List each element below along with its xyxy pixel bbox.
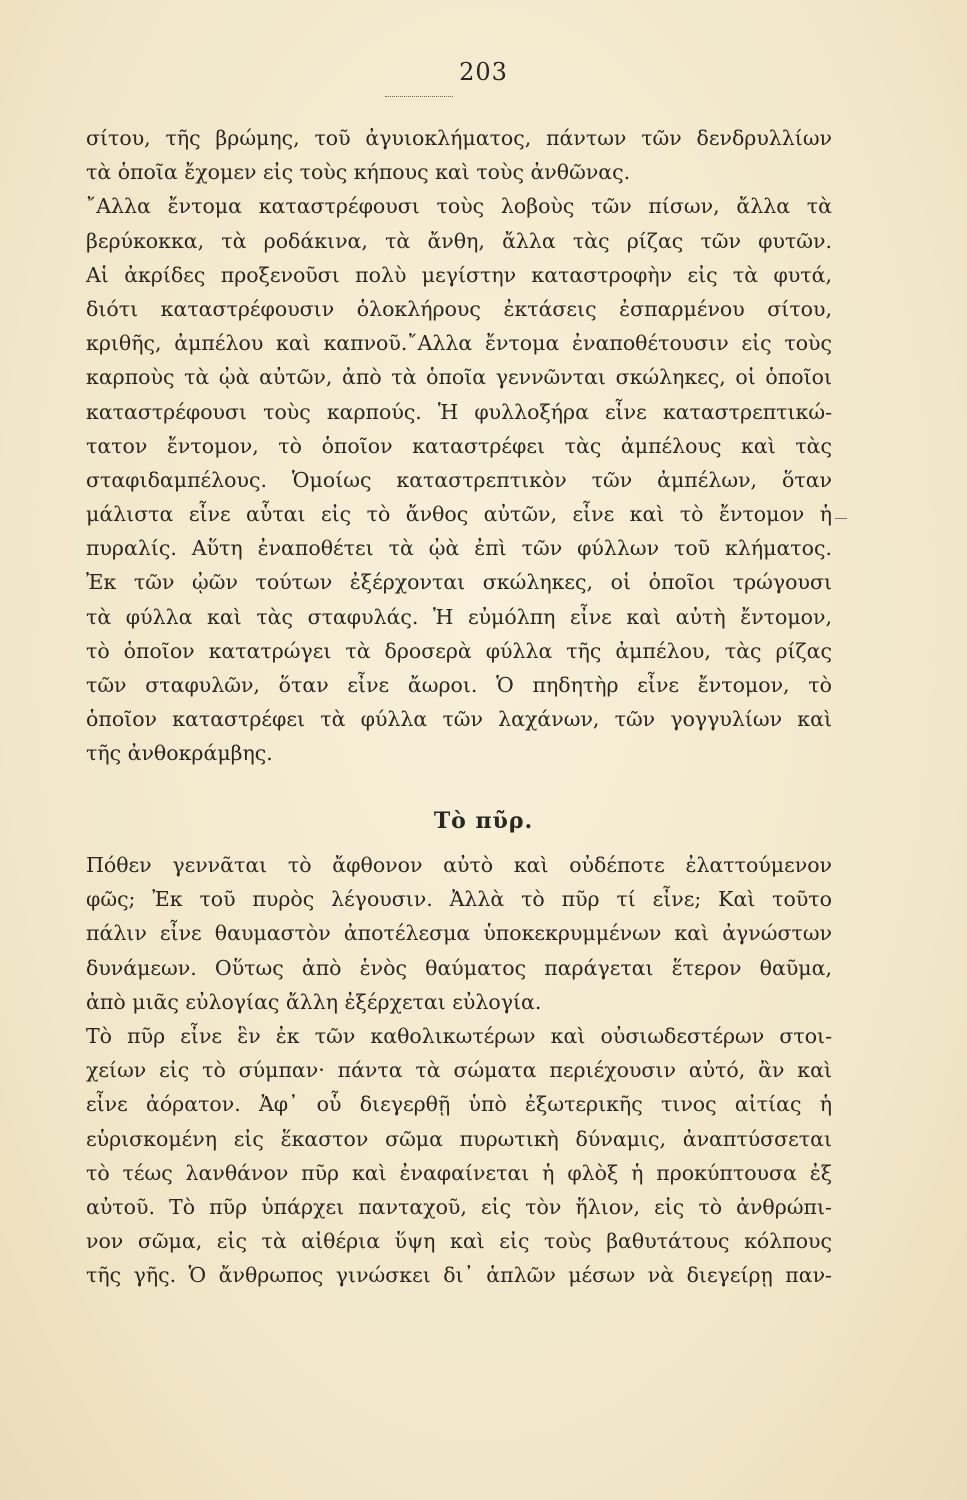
text-line: τῆς γῆς. Ὁ ἄνθρωπος γινώσκει δι᾽ ἁπλῶν μέσων νὰ διεγείρῃ παν-	[86, 1263, 832, 1288]
text-line: σίτου, τῆς βρώμης, τοῦ ἀγυιοκλήματος, πάντων τῶν δενδρυλλίων	[86, 126, 832, 150]
text-line: καταστρέφουσι τοὺς καρπούς. Ἡ φυλλοξήρα εἶνε καταστρεπτικώ-	[86, 399, 832, 424]
margin-mark	[835, 518, 847, 519]
paragraph-insects	[86, 121, 832, 771]
text-line: ῎Αλλα ἔντομα καταστρέφουσι τοὺς λοβοὺς τῶν πίσων, ἄλλα τὰ	[86, 194, 832, 219]
text-line: τῆς ἀνθοκράμβης.	[86, 741, 273, 766]
page-number: 203	[459, 58, 508, 86]
text-line: τὸ ὁποῖον κατατρώγει τὰ δροσερὰ φύλλα τῆς ἀμπέλου, τὰς ρίζας	[86, 638, 832, 663]
text-line: μάλιστα εἶνε αὗται εἰς τὸ ἄνθος αὐτῶν, εἶνε καὶ τὸ ἔντομον ἡ	[86, 502, 832, 527]
text-line: διότι καταστρέφουσιν ὁλοκλήρους ἐκτάσεις ἐσπαρμένου σίτου,	[86, 296, 832, 321]
section-heading: Τὸ πῦρ.	[433, 808, 534, 834]
text-line: καρποὺς τὰ ᾠὰ αὐτῶν, ἀπὸ τὰ ὁποῖα γεννῶνται σκώληκες, οἱ ὁποῖοι	[86, 365, 832, 390]
text-line: νον σῶμα, εἰς τὰ αἰθέρια ὕψη καὶ εἰς τοὺς βαθυτάτους κόλπους	[86, 1229, 832, 1254]
text-line: Τὸ πῦρ εἶνε ἓν ἐκ τῶν καθολικωτέρων καὶ οὐσιωδεστέρων στοι-	[86, 1023, 832, 1048]
text-line: Πόθεν γεννᾶται τὸ ἄφθονον αὐτὸ καὶ οὐδέποτε ἐλαττούμενον	[86, 853, 832, 877]
text-line: τὸ τέως λανθάνον πῦρ καὶ ἐναφαίνεται ἡ φλὸξ ἡ προκύπτουσα ἐξ	[86, 1160, 832, 1185]
text-line: Αἱ ἀκρίδες προξενοῦσι πολὺ μεγίστην καταστροφὴν εἰς τὰ φυτά,	[86, 262, 832, 287]
paragraph-fire	[86, 848, 832, 1292]
text-line: φῶς; Ἐκ τοῦ πυρὸς λέγουσιν. Ἀλλὰ τὸ πῦρ τί εἶνε; Καὶ τοῦτο	[86, 887, 832, 912]
text-line: πάλιν εἶνε θαυμαστὸν ἀποτέλεσμα ὑποκεκρυμμένων καὶ ἀγνώστων	[86, 921, 832, 946]
text-line: τὰ ὁποῖα ἔχομεν εἰς τοὺς κήπους καὶ τοὺς ἀνθῶνας.	[86, 160, 631, 185]
text-line: βερύκοκκα, τὰ ροδάκινα, τὰ ἄνθη, ἄλλα τὰς ρίζας τῶν φυτῶν.	[86, 228, 832, 253]
text-line: τῶν σταφυλῶν, ὅταν εἶνε ἄωροι. Ὁ πηδητὴρ εἶνε ἔντομον, τὸ	[86, 673, 832, 697]
text-line: σταφιδαμπέλους. Ὁμοίως καταστρεπτικὸν τῶν ἀμπέλων, ὅταν	[86, 467, 832, 492]
text-line: πυραλίς. Αὕτη ἐναποθέτει τὰ ᾠὰ ἐπὶ τῶν φύλλων τοῦ κλήματος.	[86, 536, 832, 561]
text-line: κριθῆς, ἀμπέλου καὶ καπνοῦ.῎Αλλα ἔντομα ἐναποθέτουσιν εἰς τοὺς	[86, 331, 832, 356]
text-line: τατον ἔντομον, τὸ ὁποῖον καταστρέφει τὰς ἀμπέλους καὶ τὰς	[86, 433, 832, 458]
text-line: ἀπὸ μιᾶς εὐλογίας ἄλλη ἐξέρχεται εὐλογία.	[86, 989, 542, 1014]
text-line: αὐτοῦ. Τὸ πῦρ ὑπάρχει πανταχοῦ, εἰς τὸν ἥλιον, εἰς τὸ ἀνθρώπι-	[86, 1194, 832, 1219]
text-line: χείων εἰς τὸ σύμπαν· πάντα τὰ σώματα περιέχουσιν αὐτό, ἂν καὶ	[86, 1058, 832, 1083]
page-number-rule	[385, 96, 453, 97]
text-line: εὑρισκομένη εἰς ἕκαστον σῶμα πυρωτικὴ δύναμις, ἀναπτύσσεται	[86, 1126, 832, 1151]
text-line: τὰ φύλλα καὶ τὰς σταφυλάς. Ἡ εὐμόλπη εἶνε καὶ αὐτὴ ἔντομον,	[86, 604, 832, 629]
text-line: Ἐκ τῶν ᾠῶν τούτων ἐξέρχονται σκώληκες, οἱ ὁποῖοι τρώγουσι	[86, 570, 832, 595]
text-line: εἶνε ἀόρατον. Ἀφ᾽ οὗ διεγερθῇ ὑπὸ ἐξωτερικῆς τινος αἰτίας ἡ	[86, 1092, 832, 1117]
text-line: ὁποῖον καταστρέφει τὰ φύλλα τῶν λαχάνων, τῶν γογγυλίων καὶ	[86, 707, 832, 732]
text-line: δυνάμεων. Οὕτως ἀπὸ ἑνὸς θαύματος παράγεται ἕτερον θαῦμα,	[86, 955, 832, 980]
